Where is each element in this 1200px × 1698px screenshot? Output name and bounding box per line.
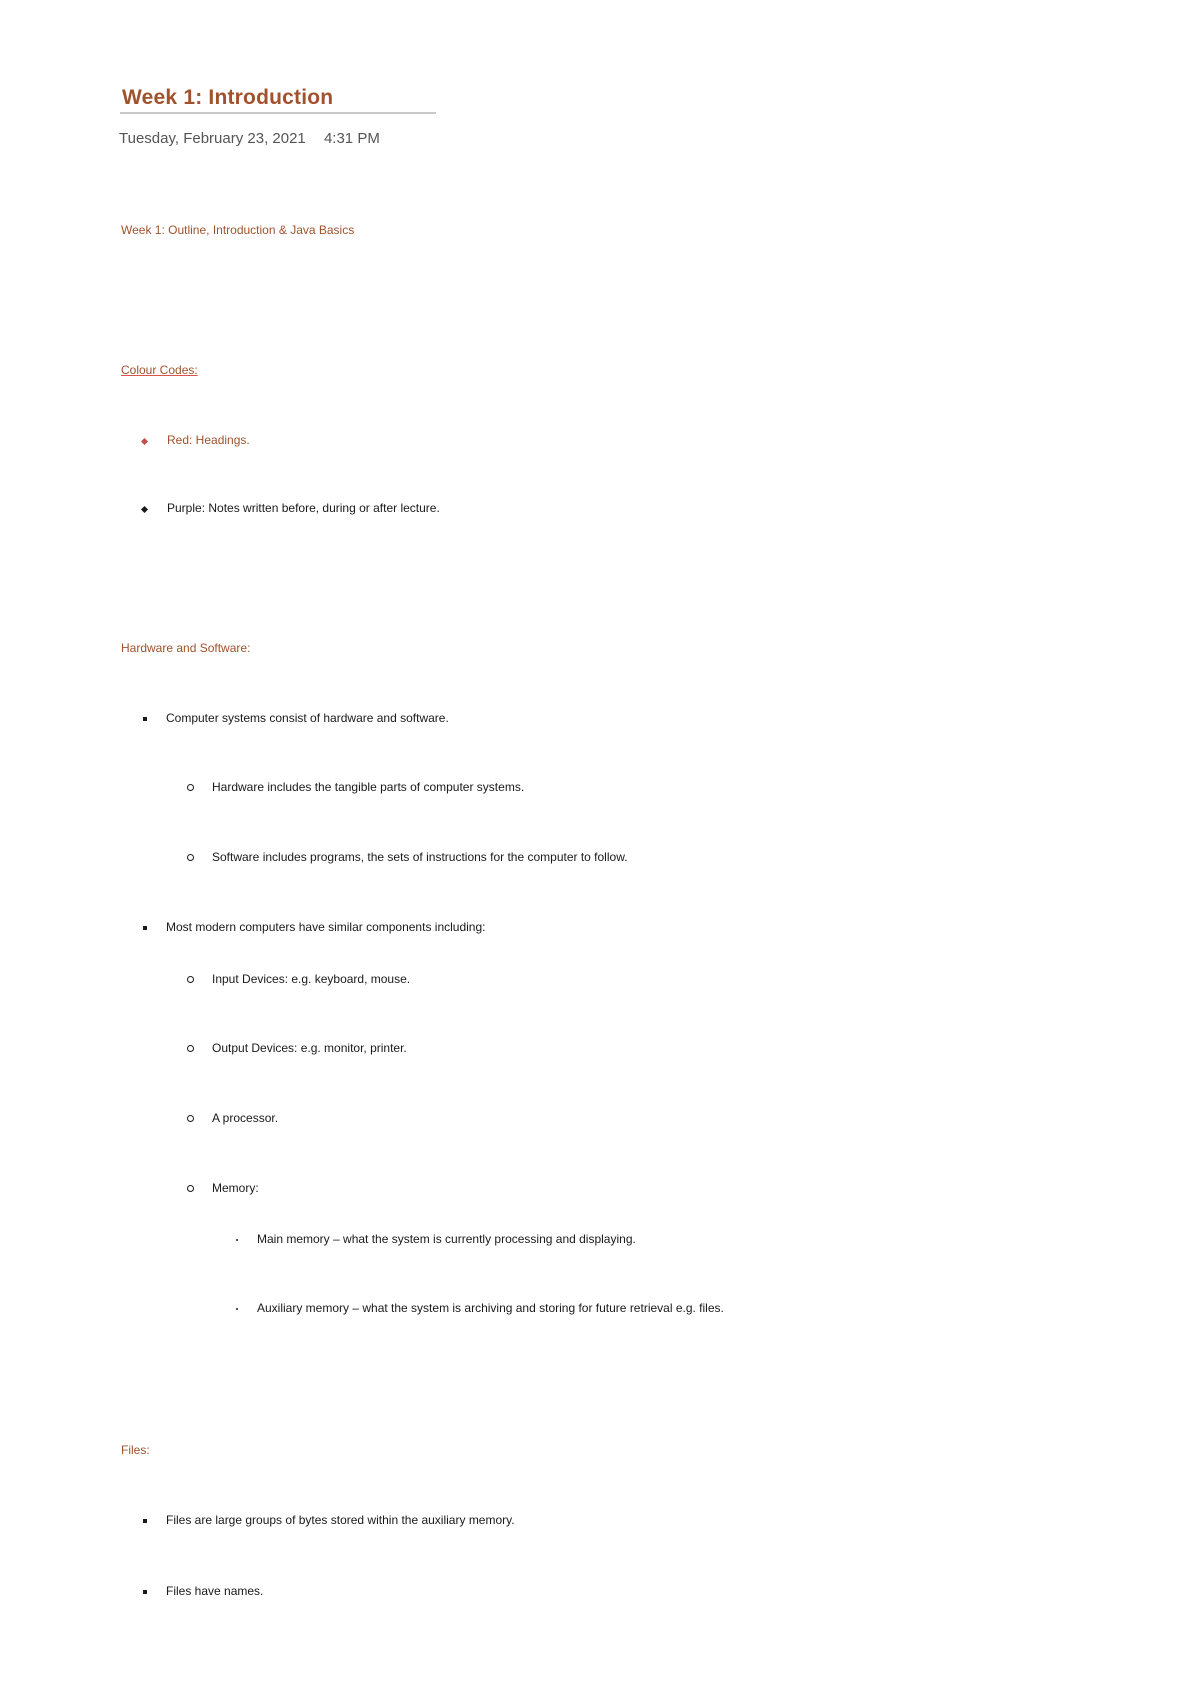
- list-item: Auxiliary memory – what the system is archiving and storing for future retrieval e.g. files.: [257, 1301, 724, 1315]
- circle-bullet-icon: [187, 1185, 194, 1192]
- page-title: Week 1: Introduction: [122, 86, 334, 109]
- list-item: Software includes programs, the sets of instructions for the computer to follow.: [212, 850, 628, 864]
- list-item: Input Devices: e.g. keyboard, mouse.: [212, 972, 411, 986]
- hardware-software-heading: Hardware and Software:: [121, 641, 251, 655]
- square-bullet-icon: [143, 926, 147, 930]
- diamond-bullet-icon: [141, 506, 148, 513]
- list-item: Hardware includes the tangible parts of computer systems.: [212, 780, 525, 794]
- list-item: Files are large groups of bytes stored within the auxiliary memory.: [166, 1513, 515, 1527]
- list-item: Main memory – what the system is currently processing and displaying.: [257, 1232, 636, 1246]
- list-item: Output Devices: e.g. monitor, printer.: [212, 1041, 407, 1055]
- circle-bullet-icon: [187, 1045, 194, 1052]
- list-item: Most modern computers have similar components including:: [166, 920, 486, 934]
- diamond-bullet-icon: [141, 438, 148, 445]
- page-time: 4:31 PM: [323, 130, 380, 147]
- dot-bullet-icon: [236, 1308, 238, 1310]
- colour-codes-heading: Colour Codes:: [121, 363, 198, 377]
- colour-code-purple: Purple: Notes written before, during or after lecture.: [167, 501, 440, 515]
- list-item: Files have names.: [166, 1584, 264, 1598]
- colour-code-red: Red: Headings.: [167, 433, 250, 447]
- title-underline: [120, 112, 436, 114]
- list-item: Memory:: [212, 1181, 259, 1195]
- circle-bullet-icon: [187, 854, 194, 861]
- circle-bullet-icon: [187, 1115, 194, 1122]
- square-bullet-icon: [143, 717, 147, 721]
- page-timestamp: [119, 130, 380, 147]
- dot-bullet-icon: [236, 1239, 238, 1241]
- circle-bullet-icon: [187, 976, 194, 983]
- outline-heading: Week 1: Outline, Introduction & Java Basics: [121, 223, 355, 237]
- list-item: A processor.: [212, 1111, 279, 1125]
- square-bullet-icon: [143, 1519, 147, 1523]
- page-date: Tuesday, February 23, 2021: [119, 130, 306, 147]
- files-heading: Files:: [121, 1443, 150, 1457]
- square-bullet-icon: [143, 1590, 147, 1594]
- list-item: Computer systems consist of hardware and software.: [166, 711, 449, 725]
- circle-bullet-icon: [187, 784, 194, 791]
